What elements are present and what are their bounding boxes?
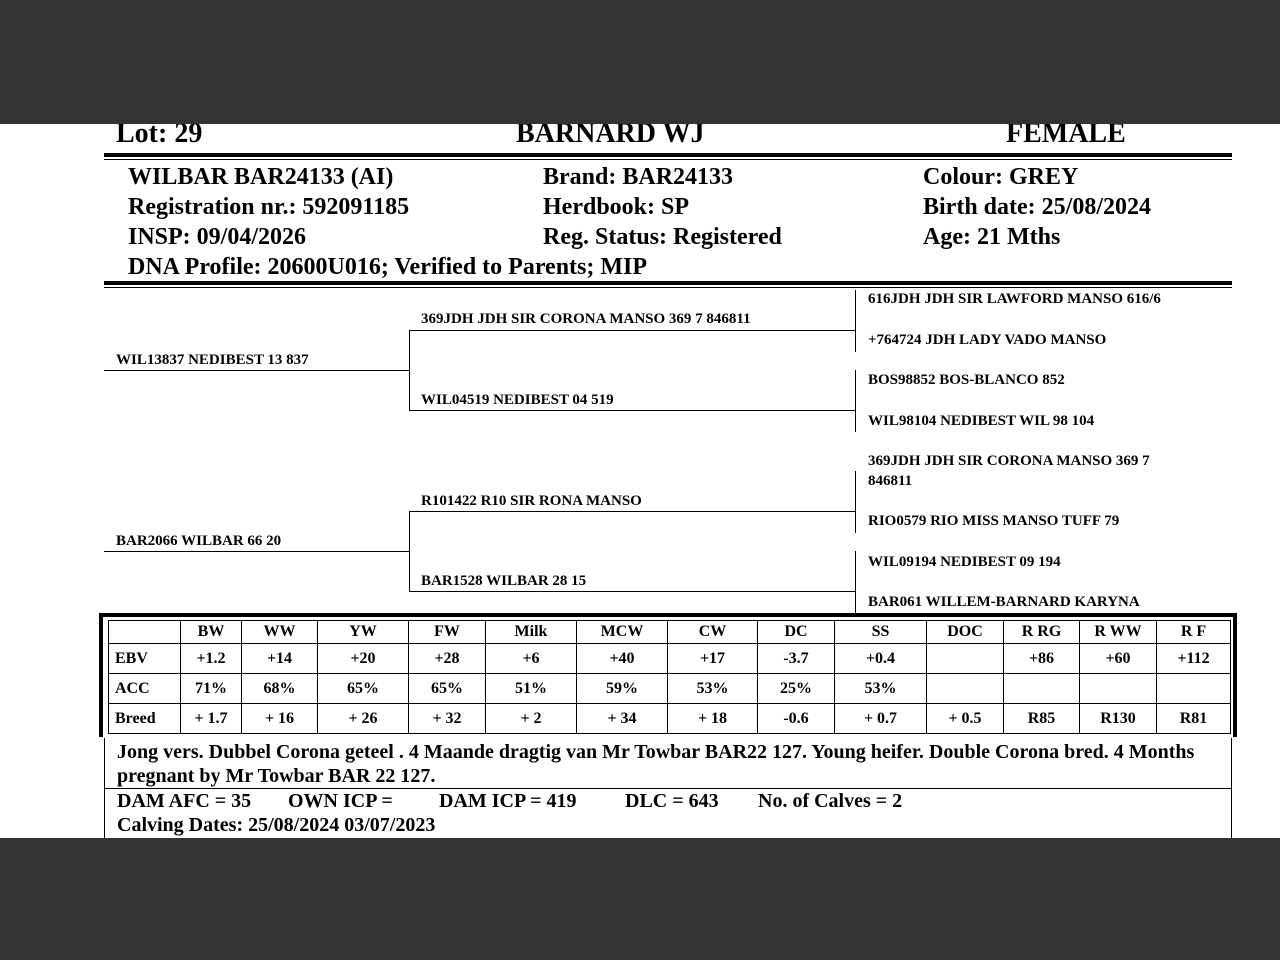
pedigree-line: [855, 370, 856, 432]
breed-row-label: Breed: [109, 704, 181, 734]
ebv-cell: +14: [242, 644, 318, 674]
ebv-header-cell: R WW: [1080, 621, 1157, 644]
ebv-header-cell: YW: [318, 621, 409, 644]
lot-sheet: [0, 124, 1280, 838]
breed-cell: + 26: [318, 704, 409, 734]
breed-cell: R130: [1080, 704, 1157, 734]
dam-icp: DAM ICP = 419: [439, 790, 577, 812]
acc-row: [109, 674, 1231, 704]
breed-cell: + 0.7: [835, 704, 927, 734]
breed-cell: + 32: [409, 704, 486, 734]
pedigree-ggp-2: +764724 JDH LADY VADO MANSO: [868, 332, 1107, 348]
breed-cell: R81: [1157, 704, 1231, 734]
ebv-header-cell: R F: [1157, 621, 1231, 644]
ebv-header-cell: SS: [835, 621, 927, 644]
ebv-header-cell: CW: [668, 621, 758, 644]
breed-cell: -0.6: [758, 704, 835, 734]
acc-cell: 51%: [486, 674, 577, 704]
pedigree-line: [855, 471, 856, 533]
ebv-cell: [927, 644, 1004, 674]
dlc: DLC = 643: [625, 790, 719, 812]
notes-box: [104, 738, 1232, 838]
ebv-cell: +112: [1157, 644, 1231, 674]
pedigree-ggp-4: WIL98104 NEDIBEST WIL 98 104: [868, 413, 1095, 429]
ebv-header-cell: R RG: [1004, 621, 1080, 644]
ebv-header-cell: BW: [181, 621, 242, 644]
acc-cell: 59%: [577, 674, 668, 704]
ebv-header-cell: MCW: [577, 621, 668, 644]
pedigree-ggp-7: WIL09194 NEDIBEST 09 194: [868, 554, 1061, 570]
colour: Colour: GREY: [923, 164, 1079, 190]
ebv-cell: +0.4: [835, 644, 927, 674]
breed-cell: + 0.5: [927, 704, 1004, 734]
pedigree-line: [104, 551, 409, 552]
acc-cell: 65%: [409, 674, 486, 704]
pedigree-dam-dam: BAR1528 WILBAR 28 15: [421, 573, 587, 589]
header-rule-thin: [104, 159, 1232, 160]
age: Age: 21 Mths: [923, 224, 1061, 250]
pedigree-ggp-1: 616JDH JDH SIR LAWFORD MANSO 616/6: [868, 291, 1161, 307]
no-of-calves: No. of Calves = 2: [758, 790, 903, 812]
breeder-name: BARNARD WJ: [516, 124, 705, 149]
acc-cell: 65%: [318, 674, 409, 704]
ebv-cell: +86: [1004, 644, 1080, 674]
pedigree-ggp-5: 369JDH JDH SIR CORONA MANSO 369 7: [868, 453, 1150, 469]
pedigree-line: [409, 330, 410, 411]
pedigree-sire-sire: 369JDH JDH SIR CORONA MANSO 369 7 846811: [421, 311, 751, 327]
bottom-dark-bar: [0, 838, 1280, 960]
pedigree-line: [855, 551, 856, 613]
acc-cell: 68%: [242, 674, 318, 704]
acc-row-label: ACC: [109, 674, 181, 704]
pedigree-ggp-8: BAR061 WILLEM-BARNARD KARYNA: [868, 594, 1140, 610]
calving-dates: Calving Dates: 25/08/2024 03/07/2023: [117, 814, 436, 836]
own-icp: OWN ICP =: [288, 790, 393, 812]
notes-comment: Jong vers. Dubbel Corona geteel . 4 Maande dragtig van Mr Towbar BAR22 127. Young heifer. Double Corona bred. 4 Months pregnant by Mr Towbar BAR 22 127.: [117, 741, 1195, 787]
ebv-cell: +40: [577, 644, 668, 674]
pedigree-line: [855, 290, 856, 352]
ebv-cell: +17: [668, 644, 758, 674]
breed-cell: + 16: [242, 704, 318, 734]
pedigree-line: [409, 511, 855, 512]
breed-cell: + 1.7: [181, 704, 242, 734]
ebv-row-label: EBV: [109, 644, 181, 674]
dam-afc: DAM AFC = 35: [117, 790, 252, 812]
ebv-cell: +60: [1080, 644, 1157, 674]
pedigree-line: [104, 370, 409, 371]
pedigree-line: [409, 591, 855, 592]
lot-number: Lot: 29: [116, 124, 203, 149]
acc-cell: [1004, 674, 1080, 704]
info-rule-thick: [104, 281, 1232, 285]
ebv-table: [108, 620, 1231, 734]
acc-cell: [1157, 674, 1231, 704]
registration-number: Registration nr.: 592091185: [128, 194, 410, 220]
herdbook: Herdbook: SP: [543, 194, 690, 220]
breed-cell: + 18: [668, 704, 758, 734]
pedigree-line: [409, 410, 855, 411]
breed-row: [109, 704, 1231, 734]
birth-date: Birth date: 25/08/2024: [923, 194, 1151, 220]
ebv-header-cell: [109, 621, 181, 644]
acc-cell: 53%: [835, 674, 927, 704]
sex-label: FEMALE: [1006, 124, 1126, 149]
reg-status: Reg. Status: Registered: [543, 224, 782, 250]
brand: Brand: BAR24133: [543, 164, 734, 190]
ebv-cell: +6: [486, 644, 577, 674]
header-rule-thick: [104, 153, 1232, 157]
insp-date: INSP: 09/04/2026: [128, 224, 307, 250]
info-rule-thin: [104, 287, 1232, 288]
ebv-header-cell: WW: [242, 621, 318, 644]
acc-cell: [1080, 674, 1157, 704]
ebv-header-cell: DOC: [927, 621, 1004, 644]
ebv-header-row: [109, 621, 1231, 644]
pedigree-ggp-5b: 846811: [868, 473, 913, 489]
animal-name: WILBAR BAR24133 (AI): [128, 164, 394, 190]
acc-cell: 25%: [758, 674, 835, 704]
pedigree-dam-sire: R101422 R10 SIR RONA MANSO: [421, 493, 642, 509]
ebv-header-cell: Milk: [486, 621, 577, 644]
top-dark-bar: [0, 0, 1280, 124]
breed-cell: + 2: [486, 704, 577, 734]
pedigree-line: [409, 330, 855, 331]
pedigree-line: [409, 511, 410, 592]
dna-profile: DNA Profile: 20600U016; Verified to Parents; MIP: [128, 254, 648, 280]
ebv-header-cell: FW: [409, 621, 486, 644]
ebv-cell: +20: [318, 644, 409, 674]
ebv-row: [109, 644, 1231, 674]
pedigree-ggp-3: BOS98852 BOS-BLANCO 852: [868, 372, 1065, 388]
pedigree-sire: WIL13837 NEDIBEST 13 837: [116, 352, 309, 368]
pedigree-ggp-6: RIO0579 RIO MISS MANSO TUFF 79: [868, 513, 1120, 529]
acc-cell: 71%: [181, 674, 242, 704]
ebv-cell: +1.2: [181, 644, 242, 674]
ebv-cell: +28: [409, 644, 486, 674]
pedigree-sire-dam: WIL04519 NEDIBEST 04 519: [421, 392, 614, 408]
pedigree-dam: BAR2066 WILBAR 66 20: [116, 533, 282, 549]
notes-divider: [105, 788, 1231, 789]
ebv-cell: -3.7: [758, 644, 835, 674]
ebv-header-cell: DC: [758, 621, 835, 644]
acc-cell: 53%: [668, 674, 758, 704]
breed-cell: + 34: [577, 704, 668, 734]
breed-cell: R85: [1004, 704, 1080, 734]
acc-cell: [927, 674, 1004, 704]
